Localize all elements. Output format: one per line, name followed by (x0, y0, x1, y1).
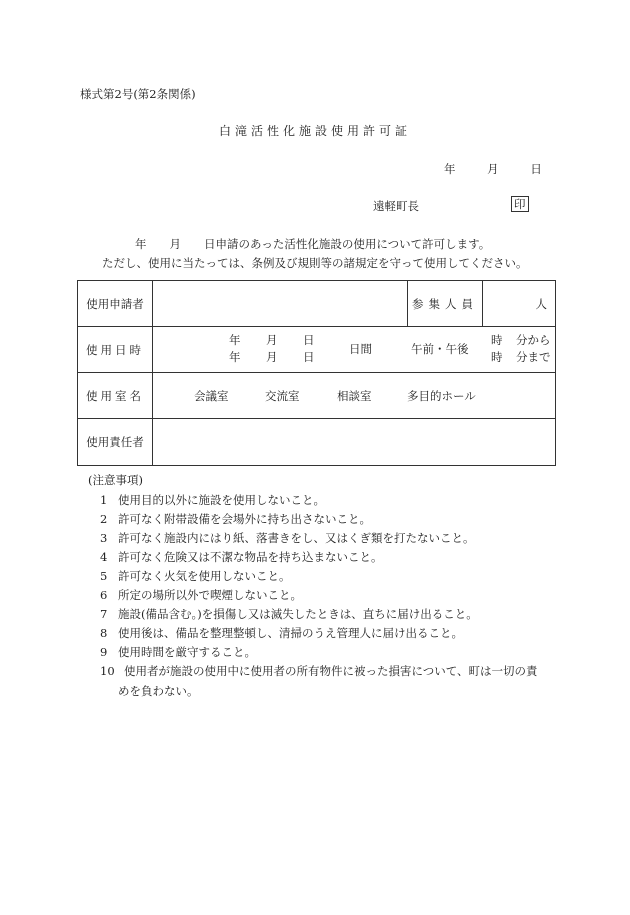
note-number: 3 (100, 531, 108, 545)
datetime-field[interactable] (153, 327, 556, 373)
intro-line-2: ただし、使用に当たっては、条例及び規則等の諸規定を守って使用してください。 (102, 256, 528, 270)
applicant-label: 使用申請者 (78, 281, 153, 327)
note-item (100, 549, 383, 565)
start-from: 分から (516, 333, 551, 347)
responsible-field[interactable] (153, 419, 556, 466)
participants-label: 参集人員 (408, 281, 483, 327)
responsible-row (78, 419, 556, 466)
note-number: 6 (100, 588, 108, 602)
am-pm: 午前・午後 (411, 342, 469, 356)
issue-day: 日 (530, 162, 542, 176)
room-field (153, 373, 556, 419)
note-text: 許可なく危険又は不潔な物品を持ち込まないこと。 (118, 550, 383, 564)
applicant-row (78, 281, 556, 327)
note-item (100, 625, 463, 641)
note-item (100, 587, 302, 603)
intro-line-1: 年 月 日申請のあった活性化施設の使用について許可します。 (135, 237, 491, 251)
note-number: 8 (100, 626, 108, 640)
note-item (100, 606, 478, 622)
note-number: 1 (100, 493, 108, 507)
start-month: 月 (266, 333, 278, 347)
issue-month: 月 (487, 162, 499, 176)
datetime-label: 使用日時 (78, 327, 153, 373)
datetime-row (78, 327, 556, 373)
end-to: 分まで (516, 350, 551, 364)
note-item (100, 663, 538, 679)
note-text: 使用目的以外に施設を使用しないこと。 (118, 493, 325, 507)
room-option-multipurpose[interactable]: 多目的ホール (407, 389, 476, 403)
participants-field[interactable] (483, 281, 556, 327)
issuer-name: 遠軽町長 (373, 199, 419, 213)
note-text: 所定の場所以外で喫煙しないこと。 (118, 588, 302, 602)
note-number: 7 (100, 607, 108, 621)
note-number: 5 (100, 569, 108, 583)
days-unit: 日間 (349, 342, 372, 356)
note-item (100, 492, 325, 508)
applicant-field[interactable] (153, 281, 408, 327)
note-text: 許可なく火気を使用しないこと。 (118, 569, 291, 583)
notes-heading: (注意事項) (88, 473, 143, 487)
room-option-consult[interactable]: 相談室 (337, 389, 372, 403)
responsible-label: 使用責任者 (78, 419, 153, 466)
seal-mark: 印 (511, 196, 529, 212)
start-hour: 時 (491, 333, 503, 347)
note-number: 4 (100, 550, 108, 564)
room-option-exchange[interactable]: 交流室 (265, 389, 300, 403)
end-hour: 時 (491, 350, 503, 364)
start-year: 年 (229, 333, 241, 347)
end-month: 月 (266, 350, 278, 364)
note-text: 許可なく附帯設備を会場外に持ち出さないこと。 (118, 512, 371, 526)
note-text: 施設(備品含む。)を損傷し又は滅失したときは、直ちに届け出ること。 (118, 607, 478, 621)
note-text: 使用者が施設の使用中に使用者の所有物件に被った損害について、町は一切の責 (124, 664, 538, 678)
note-item (100, 530, 475, 546)
participants-unit: 人 (535, 296, 547, 311)
issue-date (444, 161, 542, 177)
note-item (100, 568, 291, 584)
end-year: 年 (229, 350, 241, 364)
note-number: 10 (100, 664, 115, 678)
document-title: 白滝活性化施設使用許可証 (218, 124, 411, 138)
note-text: 許可なく施設内にはり紙、落書きをし、又はくぎ類を打たないこと。 (118, 531, 475, 545)
end-day: 日 (303, 350, 315, 364)
room-option-meeting[interactable]: 会議室 (194, 389, 229, 403)
note-item (100, 644, 256, 660)
note-number: 2 (100, 512, 108, 526)
form-number: 様式第2号(第2条関係) (80, 87, 196, 101)
note-number: 9 (100, 645, 108, 659)
note-text: 使用後は、備品を整理整頓し、清掃のうえ管理人に届け出ること。 (118, 626, 463, 640)
note-text: 使用時間を厳守すること。 (118, 645, 256, 659)
permit-table (77, 280, 556, 466)
room-label: 使用室名 (78, 373, 153, 419)
start-day: 日 (303, 333, 315, 347)
note-10-continuation: めを負わない。 (118, 684, 199, 698)
note-item (100, 511, 371, 527)
issue-year: 年 (444, 162, 456, 176)
room-row (78, 373, 556, 419)
